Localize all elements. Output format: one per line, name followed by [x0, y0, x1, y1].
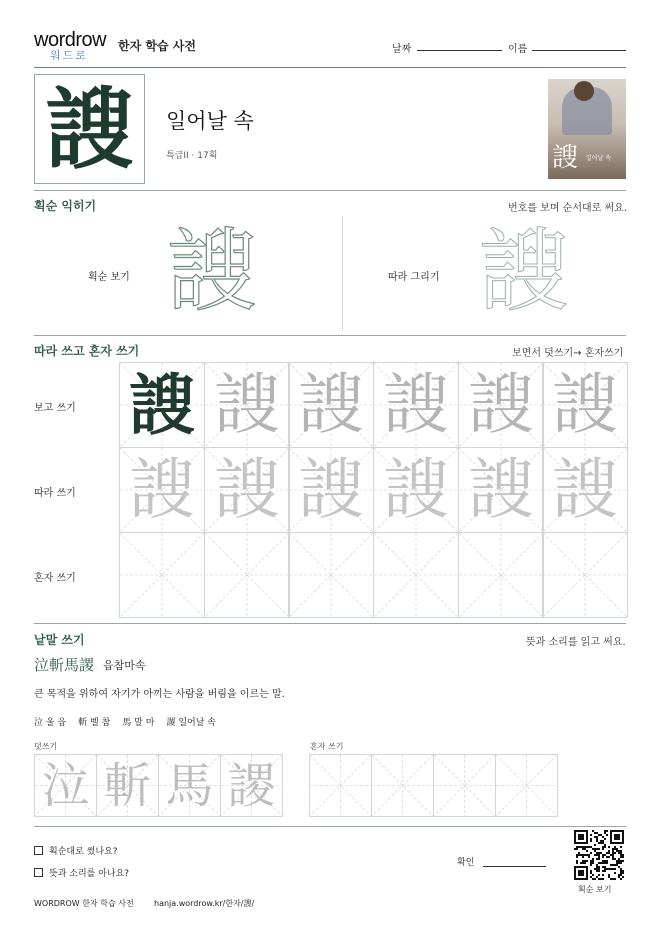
header-title: 한자 학습 사전 — [118, 39, 196, 53]
stroke-trace-area[interactable] — [472, 219, 576, 324]
word-section-hint: 뜻과 소리를 읽고 써요. — [526, 637, 626, 648]
hanja-info: 특급II · 17획 — [166, 151, 218, 161]
cell-hanja: 謏 — [298, 366, 364, 443]
date-label: 날짜 — [392, 44, 412, 55]
thumb-hanja: 謏 — [552, 143, 579, 173]
head-shape — [574, 81, 594, 101]
cell-guide-lines — [205, 533, 289, 617]
practice-cell[interactable] — [119, 532, 205, 618]
word-definition: 큰 목적을 위하여 자기가 아끼는 사람을 버림을 이르는 말. — [34, 689, 285, 700]
practice-cell[interactable] — [288, 532, 374, 618]
word-hanja: 泣斬馬謖 — [34, 656, 95, 674]
check-meaning[interactable]: 뜻과 소리를 아나요? — [34, 866, 129, 879]
practice-cell[interactable] — [458, 532, 544, 618]
practice-cell[interactable] — [458, 362, 544, 448]
main-hanja-box — [34, 74, 145, 184]
stroke-section-title: 획순 익히기 — [34, 199, 97, 213]
divider-3 — [34, 623, 626, 624]
thumb-caption: 일어날 속 — [586, 155, 612, 162]
glyph-gloss-item: 馬 말 마 — [122, 718, 155, 728]
glyph-gloss-item: 謖 일어날 속 — [166, 718, 216, 728]
practice-cell[interactable] — [288, 447, 374, 533]
hanja-meaning: 일어날 속 — [166, 109, 254, 133]
practice-grid — [119, 362, 627, 617]
word-solo-cell[interactable] — [495, 754, 558, 817]
cell-hanja: 謏 — [383, 366, 449, 443]
checkbox-icon[interactable] — [34, 846, 43, 855]
main-hanja: 謏 — [45, 77, 134, 181]
glyph-gloss-item: 泣 울 읍 — [34, 718, 67, 728]
word-trace-cell[interactable] — [34, 754, 97, 817]
name-field[interactable] — [532, 50, 626, 51]
cell-hanja: 謏 — [129, 451, 195, 528]
cell-guide-lines — [374, 533, 458, 617]
cell-guide-lines — [372, 755, 433, 816]
cell-guide-lines — [120, 533, 204, 617]
cell-guide-lines — [496, 755, 557, 816]
confirm-label: 확인 — [457, 858, 475, 868]
cell-guide-lines — [543, 533, 627, 617]
cell-hanja: 謏 — [298, 451, 364, 528]
stroke-section-hint: 번호를 보며 순서대로 써요. — [508, 203, 627, 214]
practice-cell[interactable] — [542, 362, 628, 448]
practice-cell[interactable] — [373, 362, 459, 448]
practice-cell[interactable] — [204, 447, 290, 533]
wordrow-logo — [34, 30, 106, 62]
row-label-trace: 따라 쓰기 — [34, 488, 76, 499]
checkbox-icon[interactable] — [34, 868, 43, 877]
cell-guide-lines — [289, 533, 373, 617]
word-reading: 읍참마속 — [103, 659, 146, 672]
cell-hanja: 馬 — [165, 757, 214, 814]
cell-hanja: 謏 — [383, 451, 449, 528]
glyph-gloss-list — [34, 715, 216, 728]
cell-hanja: 泣 — [41, 757, 90, 814]
date-field[interactable] — [417, 50, 502, 51]
stroke-order-view — [160, 219, 264, 324]
practice-cell[interactable] — [542, 532, 628, 618]
confirm-field[interactable] — [483, 866, 546, 867]
cell-hanja: 謏 — [552, 366, 618, 443]
word-trace-cell[interactable] — [220, 754, 283, 817]
stroke-trace-label: 따라 그리기 — [388, 272, 440, 283]
check-stroke-order[interactable]: 획순대로 썼나요? — [34, 844, 118, 857]
stroke-view-label: 획순 보기 — [88, 272, 130, 283]
word-solo-cell[interactable] — [371, 754, 434, 817]
stroke-trace-char: 謏 — [479, 219, 569, 324]
cell-hanja: 謏 — [214, 366, 280, 443]
cell-hanja: 謏 — [552, 451, 618, 528]
word-solo-grid — [309, 754, 559, 817]
cell-hanja: 斬 — [103, 757, 152, 814]
qr-label: 획순 보기 — [578, 885, 612, 894]
glyph-gloss-item: 斬 벨 참 — [78, 718, 111, 728]
cell-hanja: 謏 — [468, 451, 534, 528]
practice-cell[interactable] — [288, 362, 374, 448]
practice-section-title: 따라 쓰고 혼자 쓰기 — [34, 344, 140, 358]
practice-cell[interactable] — [373, 447, 459, 533]
qr-code-icon[interactable] — [574, 830, 624, 880]
word-section-title: 낱말 쓰기 — [34, 633, 85, 647]
word-solo-cell[interactable] — [309, 754, 372, 817]
cell-guide-lines — [434, 755, 495, 816]
practice-cell[interactable] — [542, 447, 628, 533]
divider-2 — [34, 335, 626, 336]
header-divider — [34, 67, 626, 68]
cell-guide-lines — [459, 533, 543, 617]
word-solo-cell[interactable] — [433, 754, 496, 817]
logo-wordmark: wordrow — [34, 29, 107, 51]
row-label-solo: 혼자 쓰기 — [34, 573, 76, 584]
practice-cell[interactable] — [119, 447, 205, 533]
practice-cell[interactable] — [373, 532, 459, 618]
footer-brand: WORDROW 한자 학습 사전 — [34, 899, 134, 908]
cell-hanja: 謏 — [214, 451, 280, 528]
illustration-image — [548, 79, 626, 179]
logo-korean: 워드로 — [50, 49, 88, 62]
cell-hanja: 謏 — [129, 366, 195, 444]
word-trace-cell[interactable] — [96, 754, 159, 817]
word-trace-grid — [34, 754, 284, 817]
practice-cell[interactable] — [119, 362, 205, 448]
cell-hanja: 謖 — [227, 757, 276, 814]
practice-cell[interactable] — [458, 447, 544, 533]
name-label: 이름 — [508, 44, 528, 55]
cell-hanja: 謏 — [468, 366, 534, 443]
practice-cell[interactable] — [204, 362, 290, 448]
word-trace-label: 덧쓰기 — [34, 742, 58, 751]
word-solo-label: 혼자 쓰기 — [310, 742, 344, 751]
practice-cell[interactable] — [204, 532, 290, 618]
word-trace-cell[interactable] — [158, 754, 221, 817]
footer-url[interactable]: hanja.wordrow.kr/한자/謏/ — [154, 899, 255, 908]
divider-1 — [34, 190, 626, 191]
stroke-divider — [342, 216, 343, 330]
stroke-order-char: 謏 — [167, 219, 257, 324]
divider-4 — [34, 826, 626, 827]
cell-guide-lines — [310, 755, 371, 816]
practice-section-hint: 보면서 덧쓰기→ 혼자쓰기 — [512, 348, 624, 359]
row-label-view: 보고 쓰기 — [34, 403, 76, 414]
